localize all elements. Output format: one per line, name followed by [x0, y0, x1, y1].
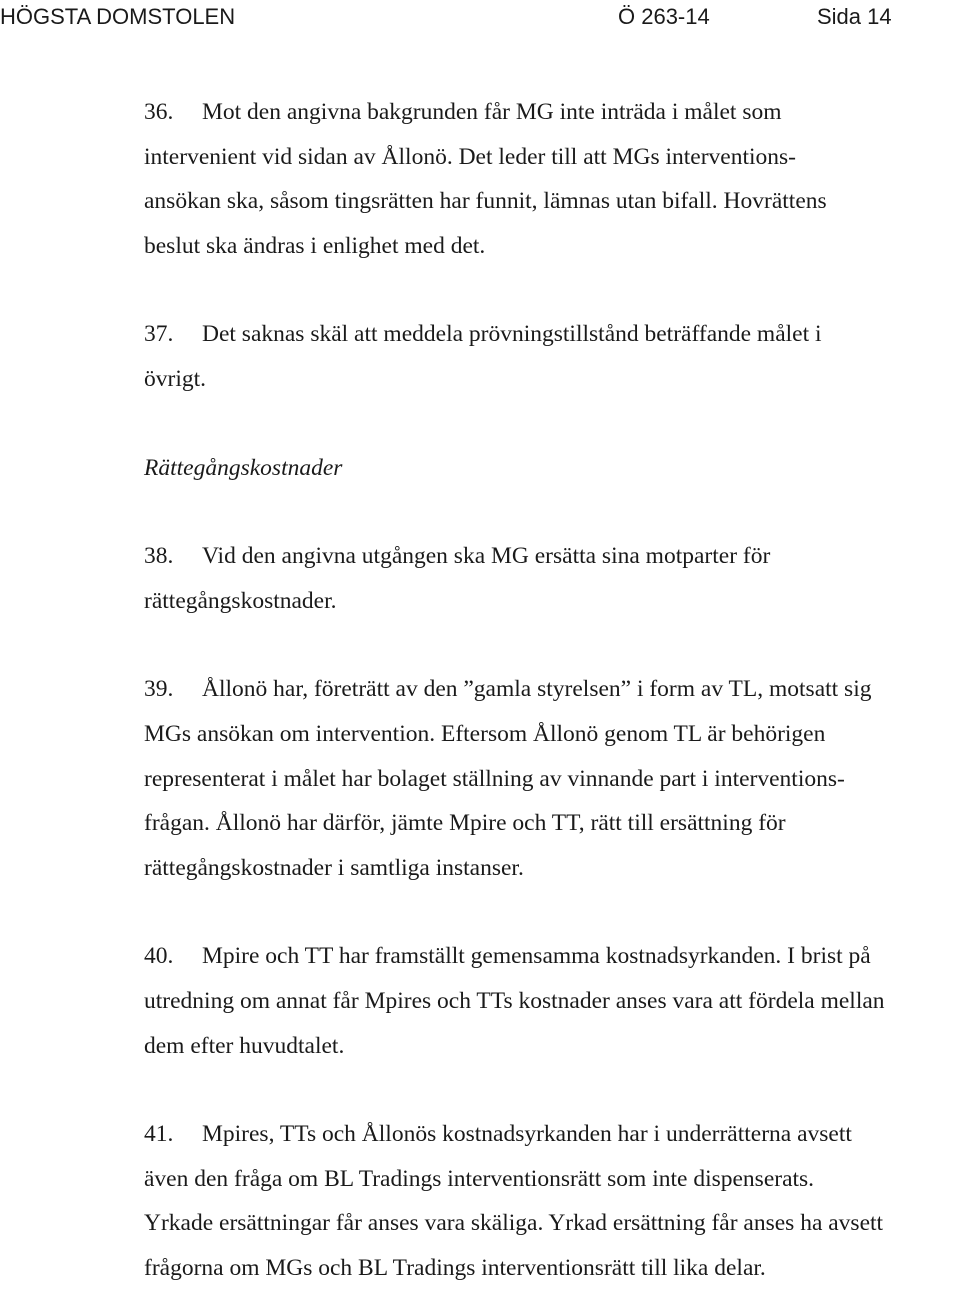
paragraph-line: övrigt. — [144, 365, 207, 392]
paragraph-line — [144, 667, 960, 712]
paragraph-number: 36. — [144, 99, 174, 125]
paragraph-line: även den fråga om BL Tradings interventionsrätt som inte dispenserats. — [144, 1165, 815, 1192]
paragraph-spacer — [144, 623, 960, 667]
paragraph-line — [144, 534, 960, 579]
paragraph-line — [144, 90, 960, 135]
paragraph-line: frågan. Ållonö har därför, jämte Mpire och TT, rätt till ersättning för — [144, 810, 786, 837]
paragraph-41 — [144, 1112, 960, 1290]
paragraph-line — [144, 312, 960, 357]
paragraph-line — [144, 934, 960, 979]
paragraph-line: utredning om annat får Mpires och TTs kostnader anses vara att fördela mellan — [144, 987, 885, 1014]
paragraph-number: 38. — [144, 543, 174, 570]
paragraph-line: rättegångskostnader i samtliga instanser. — [144, 854, 524, 881]
paragraph-39 — [144, 667, 960, 890]
paragraph-number: 39. — [144, 676, 174, 703]
paragraph-40 — [144, 934, 960, 1068]
paragraph-spacer — [144, 490, 960, 534]
case-number: Ö 263-14 — [618, 4, 710, 29]
paragraph-38 — [144, 534, 960, 623]
paragraph-line — [144, 1112, 960, 1157]
paragraph-37 — [144, 312, 960, 401]
paragraph-36 — [144, 90, 960, 268]
paragraph-text: Vid den angivna utgången ska MG ersätta sina motparter för — [202, 543, 771, 570]
paragraph-number: 40. — [144, 943, 174, 970]
paragraph-line: beslut ska ändras i enlighet med det. — [144, 232, 486, 259]
paragraph-line: frågorna om MGs och BL Tradings interventionsrätt till lika delar. — [144, 1254, 766, 1281]
page-header — [0, 2, 960, 32]
paragraph-text: Mot den angivna bakgrunden får MG inte inträda i målet som — [202, 99, 782, 125]
paragraph-spacer — [144, 402, 960, 446]
document-body — [144, 90, 960, 1290]
paragraph-line: Yrkade ersättningar får anses vara skäliga. Yrkad ersättning får anses ha avsett — [144, 1210, 884, 1237]
paragraph-spacer — [144, 1068, 960, 1112]
paragraph-text: Mpire och TT har framställt gemensamma kostnadsyrkanden. I brist på — [202, 943, 871, 970]
page-number: Sida 14 — [817, 4, 892, 29]
paragraph-line: MGs ansökan om intervention. Eftersom Ållonö genom TL är behörigen — [144, 720, 826, 747]
paragraph-line: intervenient vid sidan av Ållonö. Det leder till att MGs interventions- — [144, 143, 796, 170]
paragraph-number: 41. — [144, 1121, 174, 1148]
paragraph-text: Mpires, TTs och Ållonös kostnadsyrkanden har i underrätterna avsett — [202, 1121, 852, 1148]
paragraph-line: ansökan ska, såsom tingsrätten har funnit, lämnas utan bifall. Hovrättens — [144, 188, 827, 215]
paragraph-spacer — [144, 268, 960, 312]
paragraph-text: Det saknas skäl att meddela prövningstillstånd beträffande målet i — [202, 321, 822, 348]
section-heading: Rättegångskostnader — [144, 454, 343, 481]
paragraph-text: Ållonö har, företrätt av den ”gamla styrelsen” i form av TL, motsatt sig — [202, 676, 872, 703]
court-name: HÖGSTA DOMSTOLEN — [0, 4, 236, 29]
paragraph-line: rättegångskostnader. — [144, 587, 337, 614]
paragraph-line: representerat i målet har bolaget ställning av vinnande part i interventions- — [144, 765, 845, 792]
paragraph-spacer — [144, 890, 960, 934]
paragraph-number: 37. — [144, 321, 174, 348]
paragraph-line: dem efter huvudtalet. — [144, 1032, 345, 1059]
